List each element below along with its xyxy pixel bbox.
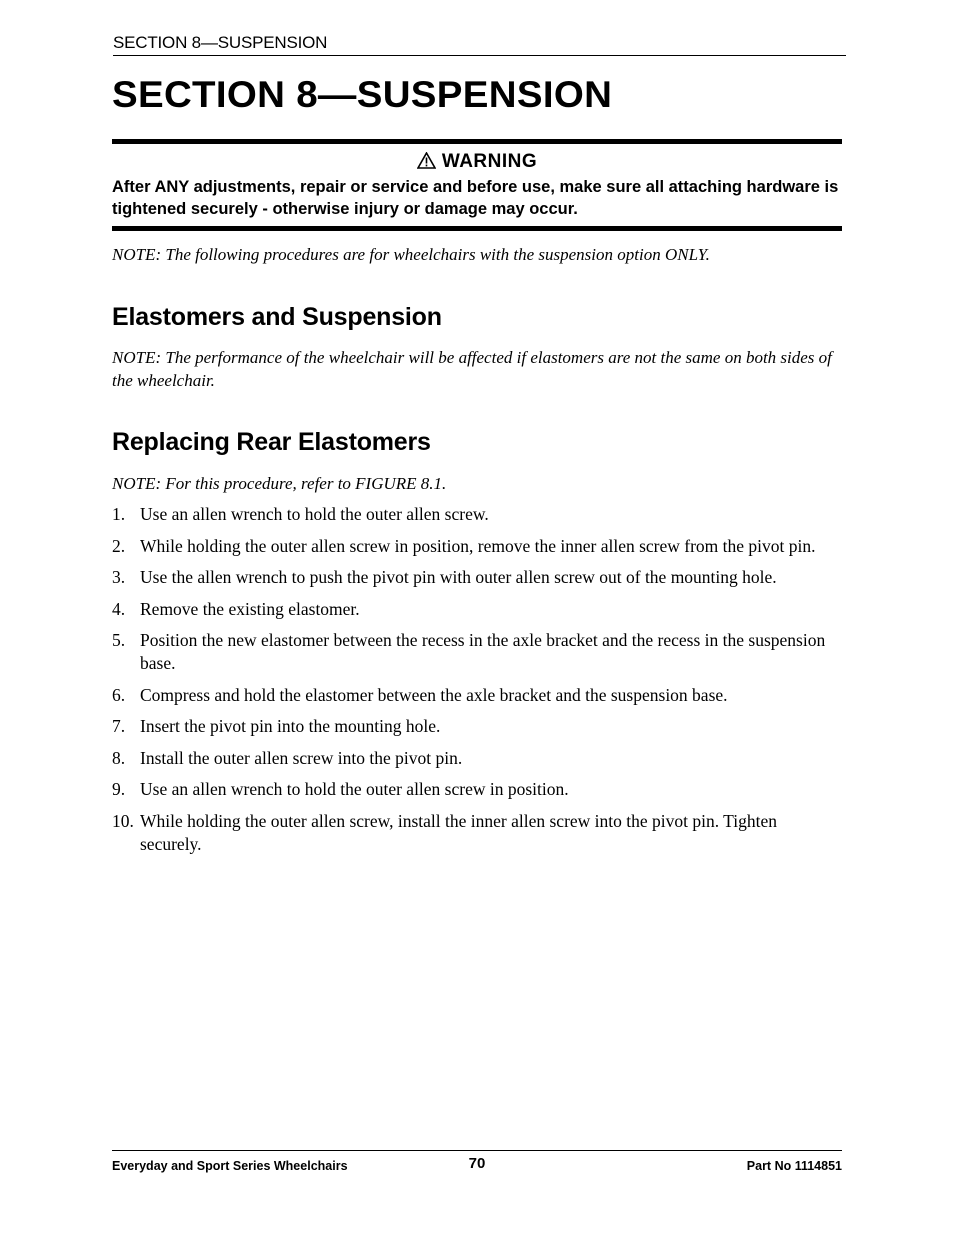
step-number: 2.: [112, 535, 126, 556]
list-item: [112, 684, 842, 707]
list-item: [112, 629, 842, 675]
warning-box: [112, 139, 842, 231]
section-heading-replacing: Replacing Rear Elastomers: [112, 428, 431, 456]
page-title: SECTION 8—SUSPENSION: [112, 74, 613, 115]
step-number: 7.: [112, 716, 126, 736]
step-number: 4.: [112, 598, 126, 619]
part-number: Part No 1114851: [746, 1159, 842, 1173]
warning-text: After ANY adjustments, repair or service and before use, make sure all attaching hardware is tightened securely - otherwise injury or damage may occur.: [112, 178, 839, 218]
warning-heading-label: WARNING: [441, 151, 538, 172]
step-number: 10.: [112, 810, 134, 831]
list-item: [112, 503, 842, 526]
list-item: [112, 715, 842, 738]
section-note-elastomers: NOTE: The performance of the wheelchair will be affected if elastomers are not the same on both sides of the wheelchair.: [112, 348, 832, 390]
step-number: 6.: [112, 684, 126, 705]
warning-heading: [112, 151, 842, 173]
step-text: Position the new elastomer between the recess in the axle bracket and the recess in the suspension base.: [140, 630, 826, 673]
footer-title: Everyday and Sport Series Wheelchairs: [112, 1159, 348, 1173]
step-number: 5.: [112, 630, 126, 650]
step-number: 3.: [112, 567, 126, 587]
step-text: Use an allen wrench to hold the outer allen screw in position.: [140, 779, 569, 799]
section-note-replacing: NOTE: For this procedure, refer to FIGURE 8.1.: [112, 474, 447, 493]
step-text: Remove the existing elastomer.: [140, 598, 360, 619]
running-header: SECTION 8—SUSPENSION: [113, 33, 846, 56]
step-text: Use an allen wrench to hold the outer allen screw.: [140, 504, 489, 524]
step-number: 1.: [112, 504, 126, 524]
page-number: 70: [468, 1155, 486, 1172]
step-text: While holding the outer allen screw in position, remove the inner allen screw from the pivot pin.: [140, 535, 816, 556]
step-text: While holding the outer allen screw, install the inner allen screw into the pivot pin. Tighten securely.: [140, 810, 777, 854]
list-item: [112, 747, 842, 770]
list-item: [112, 598, 842, 621]
section-heading-elastomers: Elastomers and Suspension: [112, 303, 442, 331]
page-footer: [112, 1150, 842, 1182]
step-text: Insert the pivot pin into the mounting hole.: [140, 716, 441, 736]
step-text: Compress and hold the elastomer between the axle bracket and the suspension base.: [140, 684, 728, 705]
procedure-steps: [112, 503, 842, 864]
step-number: 8.: [112, 747, 126, 768]
step-number: 9.: [112, 779, 126, 799]
list-item: [112, 810, 842, 856]
list-item: [112, 566, 842, 589]
step-text: Use the allen wrench to push the pivot pin with outer allen screw out of the mounting hole.: [140, 567, 777, 587]
warning-triangle-icon: [417, 152, 436, 169]
list-item: [112, 535, 842, 558]
step-text: Install the outer allen screw into the pivot pin.: [140, 747, 463, 768]
list-item: [112, 778, 842, 801]
intro-note: NOTE: The following procedures are for wheelchairs with the suspension option ONLY.: [112, 245, 710, 264]
